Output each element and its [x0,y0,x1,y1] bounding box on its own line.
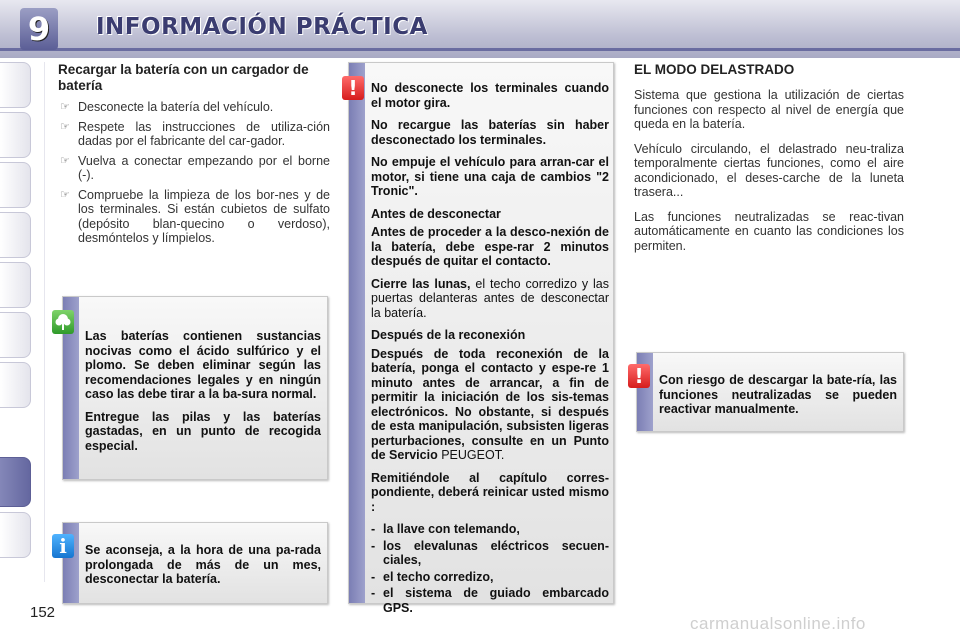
note-paragraph: Las baterías contienen sustancias nocivas como el ácido sulfúrico y el plomo. Se deben eliminar según las recomendaciones legales y en ningún caso las debe tirar a la ba-sura normal. [85,329,321,401]
paragraph-text: Después de toda reconexión de la batería, ponga el contacto y espe-re 1 minuto antes de arrancar, a fin de permitir la iniciación de los sis-temas electrónicos. No obstante, si después de esta manipulación, subsisten ligeras perturbaciones, consulte en un Punto de Servicio [371,346,609,462]
warning-note-text: Con riesgo de descargar la bate-ría, las funciones neutralizadas se pueden reactivar manualmente. [659,373,897,416]
warning-paragraph [371,277,609,321]
chapter-tab[interactable] [0,162,31,208]
paragraph: Sistema que gestiona la utilización de ciertas funciones con respecto al nivel de energía que queda en la batería. [634,88,904,131]
warning-paragraph: No desconecte los terminales cuando el motor gira. [371,81,609,110]
info-note-box [62,522,328,604]
step-text: Respete las instrucciones de utiliza-ción dadas por el fabricante del car-gador. [78,119,330,148]
list-item [58,154,330,183]
reset-list [371,522,609,615]
info-note-text: Se aconseja, a la hora de una pa-rada prolongada de más de un mes, desconectar la batería. [85,543,321,586]
watermark: carmanualsonline.info [690,614,866,633]
pointing-hand-icon: ☞ [60,101,70,113]
steps-list [58,100,330,246]
note-paragraph: Entregue las pilas y las baterías gastadas, en un punto de recogida especial. [85,409,321,453]
list-item [371,586,609,615]
tree-icon [52,310,74,334]
chapter-tab[interactable] [0,112,31,158]
warning-paragraph [371,347,609,463]
page-number: 152 [30,604,56,621]
warning-paragraph: Antes de proceder a la desco-nexión de la batería, debe espe-rar 2 minutos después de quitar el contacto. [371,225,609,268]
paragraph: Las funciones neutralizadas se reac-tivan automáticamente en cuanto las condiciones los permiten. [634,209,904,253]
warning-paragraph: No empuje el vehículo para arran-car el motor, si tiene una caja de cambios "2 Tronic". [371,155,609,198]
list-item [371,539,609,568]
list-item [371,570,609,585]
list-item [58,188,330,246]
chapter-tab[interactable] [0,512,31,558]
step-text: Compruebe la limpieza de los bor-nes y de los terminales. Si están cubietos de sulfato (depósito blan-quecino o verdoso), desmóntelos y límpielos. [78,187,330,245]
emphasis-text: Remitiéndole [371,470,450,485]
warning-paragraph: No recargue las baterías sin haber desconectado los terminales. [371,118,609,147]
warning-icon: ! [628,364,650,388]
chapter-tab[interactable] [0,212,31,258]
list-text: los elevalunas eléctricos secuen-ciales, [383,538,609,567]
chapter-number: 9 [27,10,51,48]
step-text: Desconecte la batería del vehículo. [78,100,274,114]
chapter-badge [20,8,58,50]
chapter-tab[interactable] [0,262,31,308]
dash-bullet: - [371,569,376,584]
pointing-hand-icon: ☞ [60,188,70,201]
dash-bullet: - [371,522,376,536]
section-title: EL MODO DELASTRADO [634,62,795,77]
page-title: INFORMACIÓN PRÁCTICA [96,14,428,40]
environment-note-text [85,329,321,461]
list-text: el techo corredizo, [383,569,494,584]
emphasis-text: Cierre las lunas, [371,276,471,291]
step-text: Vuelva a conectar empezando por el borne (-). [78,153,330,182]
subheading: Antes de desconectar [371,206,501,221]
paragraph-text: el techo corredizo y las puertas delanteras antes de desconectar la batería. [371,276,610,320]
margin-rule [44,62,45,582]
warning-text [371,81,609,617]
warning-icon: ! [342,76,364,100]
box-accent-bar [349,63,365,603]
pointing-hand-icon: ☞ [60,120,70,133]
tree-icon-svg [55,313,71,331]
dash-bullet: - [371,586,376,600]
warning-note-box [636,352,904,432]
pointing-hand-icon: ☞ [60,154,70,167]
warning-paragraph [371,471,609,515]
chapter-tabs [0,62,34,582]
info-icon: i [52,534,74,558]
list-item [58,120,330,149]
list-item [58,100,330,115]
chapter-tab[interactable] [0,312,31,358]
environment-note-box [62,296,328,480]
paragraph-text: al capítulo corres-pondiente, deberá reinicar usted mismo : [371,470,609,514]
brand-text: PEUGEOT. [441,448,505,462]
dash-bullet: - [371,538,376,553]
list-text: el sistema de guiado embarcado GPS. [383,586,609,615]
chapter-tab-active[interactable] [0,457,31,507]
chapter-tab[interactable] [0,362,31,408]
chapter-tab[interactable] [0,62,31,108]
list-text: la llave con telemando, [383,522,520,536]
section-title: Recargar la batería con un cargador de batería [58,62,309,93]
header-divider [0,48,960,51]
paragraph: Vehículo circulando, el delastrado neu-traliza temporalmente ciertas funciones, como el aire acondicionado, el deses-carche de la luneta trasera... [634,141,904,199]
warning-box [348,62,614,615]
charging-section [58,62,330,251]
load-shedding-section [634,62,904,263]
subheading: Después de la reconexión [371,328,526,342]
list-item [371,522,609,537]
